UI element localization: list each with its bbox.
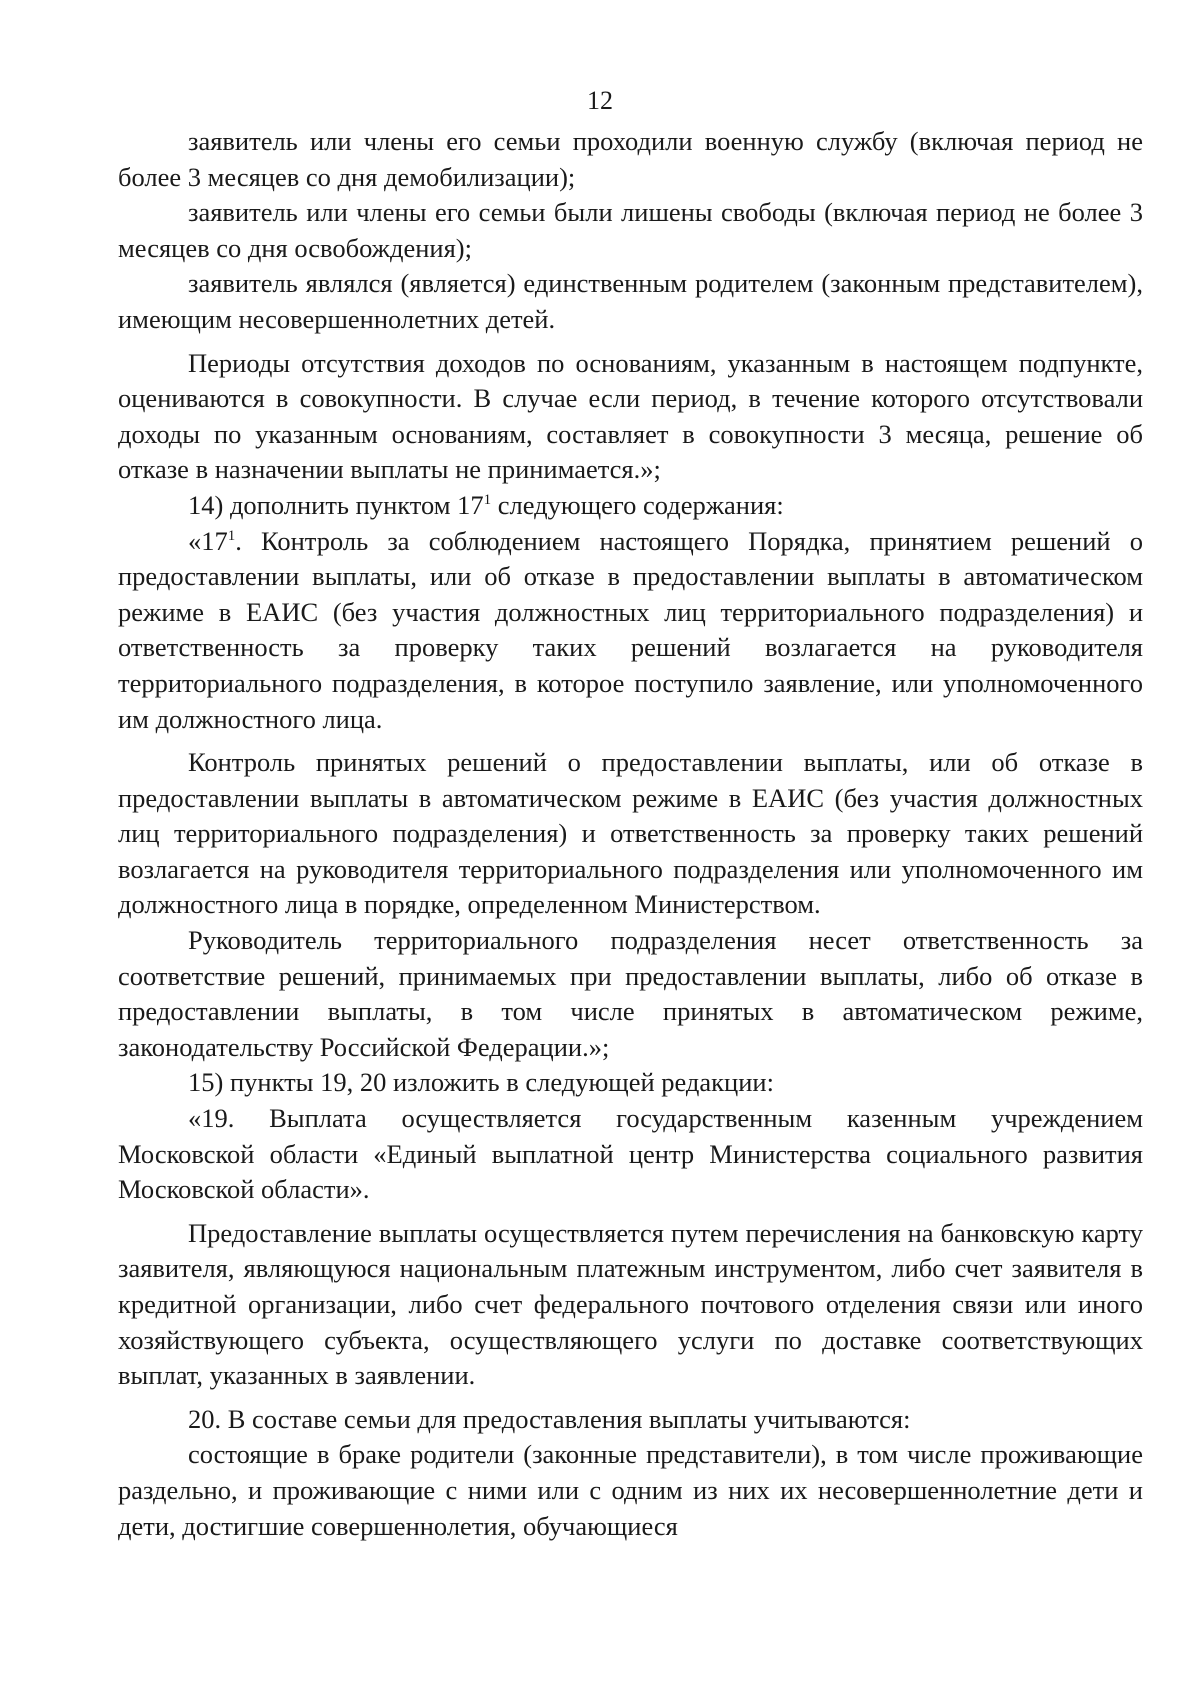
amendment-14-text: 14) дополнить пунктом 17 [188, 489, 484, 520]
paragraph-military-service: заявитель или члены его семьи проходили военную службу (включая период не более 3 месяцев со дня демобилизации); [118, 126, 1143, 192]
document-body [118, 124, 1143, 1544]
paragraph-amendment-14 [118, 488, 1143, 524]
superscript-index: 1 [227, 527, 236, 544]
clause-17-1-text: . Контроль за соблюдением настоящего Порядка, принятием решений о предоставлении выплаты, или об отказе в предоставлении выплаты в автоматическом режиме в ЕАИС (без участия должностных лиц территориального подразделения) и ответственность за проверку таких решений возлагается на руководителя территориального подразделения, в которое поступило заявление, или уполномоченного им должностного лица. [118, 525, 1143, 734]
paragraph-amendment-15: 15) пункты 19, 20 изложить в следующей редакции: [188, 1067, 774, 1098]
paragraph-income-periods: Периоды отсутствия доходов по основаниям, указанным в настоящем подпункте, оцениваются в совокупности. В случае если период, в течение которого отсутствовали доходы по указанным основаниям, составляет в совокупности 3 месяца, решение об отказе в назначении выплаты не принимается.»; [118, 347, 1143, 485]
paragraph-clause-20: 20. В составе семьи для предоставления выплаты учитываются: [188, 1403, 911, 1434]
paragraph-family-composition: состоящие в браке родители (законные представители), в том числе проживающие раздельно, и проживающие с ними или с одним из них их несовершеннолетние дети и дети, достигшие совершеннолетия, обучающиеся [118, 1439, 1143, 1541]
paragraph-deprived-of-liberty: заявитель или члены его семьи были лишены свободы (включая период не более 3 месяцев со дня освобождения); [118, 197, 1143, 263]
superscript-index: 1 [483, 492, 492, 509]
paragraph-payment-method: Предоставление выплаты осуществляется путем перечисления на банковскую карту заявителя, являющуюся национальным платежным инструментом, либо счет заявителя в кредитной организации, либо счет федерального почтового отделения связи или иного хозяйствующего субъекта, осуществляющего услуги по доставке соответствующих выплат, указанных в заявлении. [118, 1217, 1143, 1391]
paragraph-clause-17-1 [118, 524, 1143, 738]
paragraph-decision-control: Контроль принятых решений о предоставлении выплаты, или об отказе в предоставлении выплаты в автоматическом режиме в ЕАИС (без участия должностных лиц территориального подразделения) и ответственность за проверку таких решений возлагается на руководителя территориального подразделения или уполномоченного им должностного лица в порядке, определенном Министерством. [118, 747, 1143, 920]
paragraph-single-parent: заявитель являлся (является) единственным родителем (законным представителем), имеющим несовершеннолетних детей. [118, 268, 1143, 334]
clause-17-1-number: «17 [188, 525, 228, 556]
amendment-14-text-end: следующего содержания: [491, 489, 784, 520]
paragraph-clause-19: «19. Выплата осуществляется государственным казенным учреждением Московской области «Единый выплатной центр Министерства социального развития Московской области». [118, 1103, 1143, 1205]
page-number: 12 [587, 86, 613, 115]
paragraph-head-responsibility: Руководитель территориального подразделения несет ответственность за соответствие решений, принимаемых при предоставлении выплаты, либо об отказе в предоставлении выплаты, в том числе принятых в автоматическом режиме, законодательству Российской Федерации.»; [118, 925, 1143, 1062]
